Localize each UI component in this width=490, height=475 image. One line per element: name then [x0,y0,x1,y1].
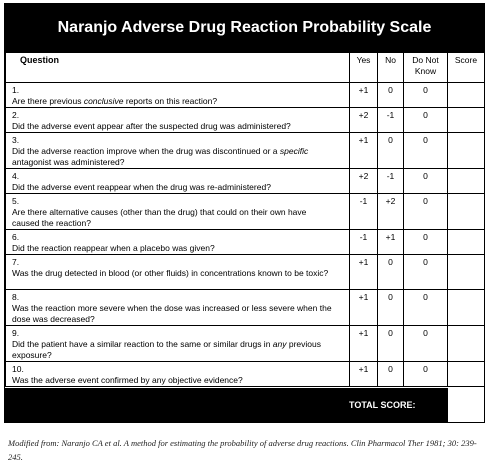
no-value: -1 [378,169,404,194]
total-score-label: TOTAL SCORE: [349,400,416,410]
score-cell[interactable] [448,230,485,255]
question-row [6,169,485,194]
question-text: Was the reaction more severe when the dose was increased or less severe when the dose was decreased? [12,303,332,324]
total-score-bar [5,388,484,422]
do-not-know-value: 0 [404,230,448,255]
score-cell[interactable] [448,255,485,290]
question-text: Did the adverse reaction improve when the drug was discontinued or a specific antagonist was administered? [12,146,309,167]
question-number: 9. [12,328,20,338]
citation: Modified from: Naranjo CA et al. A method for estimating the probability of adverse drug reactions. Clin Pharmacol Ther 1981; 30: 239-245. [8,438,477,462]
question-number: 8. [12,292,20,302]
questionnaire-table [5,52,485,387]
yes-value: +1 [350,362,378,387]
question-cell [6,108,350,133]
total-score-box[interactable] [447,388,484,422]
yes-value: +1 [350,290,378,326]
no-value: +1 [378,230,404,255]
question-row [6,194,485,230]
yes-value: +1 [350,133,378,169]
question-row [6,108,485,133]
question-cell [6,326,350,362]
do-not-know-value: 0 [404,290,448,326]
question-text: Was the drug detected in blood (or other fluids) in concentrations known to be toxic? [12,268,329,278]
score-cell[interactable] [448,290,485,326]
question-row [6,326,485,362]
header-no: No [378,53,404,83]
yes-value: +1 [350,255,378,290]
do-not-know-value: 0 [404,194,448,230]
question-cell [6,194,350,230]
question-number: 4. [12,171,20,181]
no-value: 0 [378,83,404,108]
question-row [6,230,485,255]
score-cell[interactable] [448,108,485,133]
no-value: -1 [378,108,404,133]
do-not-know-value: 0 [404,133,448,169]
header-row [6,53,485,83]
question-text: Did the reaction reappear when a placebo was given? [12,243,215,253]
no-value: 0 [378,290,404,326]
question-number: 2. [12,110,20,120]
score-cell[interactable] [448,133,485,169]
question-cell [6,255,350,290]
do-not-know-value: 0 [404,169,448,194]
score-cell[interactable] [448,83,485,108]
question-row [6,362,485,387]
question-row [6,133,485,169]
no-value: 0 [378,362,404,387]
question-text: Are there alternative causes (other than the drug) that could on their own have caused the reaction? [12,207,307,228]
question-text: Did the adverse event appear after the suspected drug was administered? [12,121,291,131]
yes-value: +1 [350,83,378,108]
score-cell[interactable] [448,169,485,194]
yes-value: +2 [350,169,378,194]
header-question: Question [6,53,350,83]
score-cell[interactable] [448,362,485,387]
question-number: 5. [12,196,20,206]
do-not-know-value: 0 [404,326,448,362]
question-text: Did the patient have a similar reaction to the same or similar drugs in any previous exposure? [12,339,322,360]
question-text: Are there previous conclusive reports on this reaction? [12,96,218,106]
do-not-know-value: 0 [404,362,448,387]
question-cell [6,230,350,255]
header-yes: Yes [350,53,378,83]
score-cell[interactable] [448,194,485,230]
question-row [6,255,485,290]
do-not-know-value: 0 [404,83,448,108]
question-number: 10. [12,364,24,374]
score-cell[interactable] [448,326,485,362]
do-not-know-value: 0 [404,255,448,290]
scale-title: Naranjo Adverse Drug Reaction Probability Scale [5,4,484,52]
question-cell [6,362,350,387]
question-cell [6,133,350,169]
no-value: 0 [378,133,404,169]
question-cell [6,169,350,194]
do-not-know-value: 0 [404,108,448,133]
no-value: 0 [378,255,404,290]
question-cell [6,290,350,326]
question-row [6,83,485,108]
question-row [6,290,485,326]
question-number: 1. [12,85,20,95]
header-do-not-know: Do Not Know [404,53,448,83]
no-value: 0 [378,326,404,362]
yes-value: +2 [350,108,378,133]
yes-value: -1 [350,194,378,230]
no-value: +2 [378,194,404,230]
question-number: 7. [12,257,20,267]
naranjo-scale-card [4,3,485,423]
question-text: Did the adverse event reappear when the drug was re-administered? [12,182,271,192]
yes-value: -1 [350,230,378,255]
question-number: 3. [12,135,20,145]
question-cell [6,83,350,108]
question-text: Was the adverse event confirmed by any objective evidence? [12,375,243,385]
header-score: Score [448,53,485,83]
question-number: 6. [12,232,20,242]
yes-value: +1 [350,326,378,362]
